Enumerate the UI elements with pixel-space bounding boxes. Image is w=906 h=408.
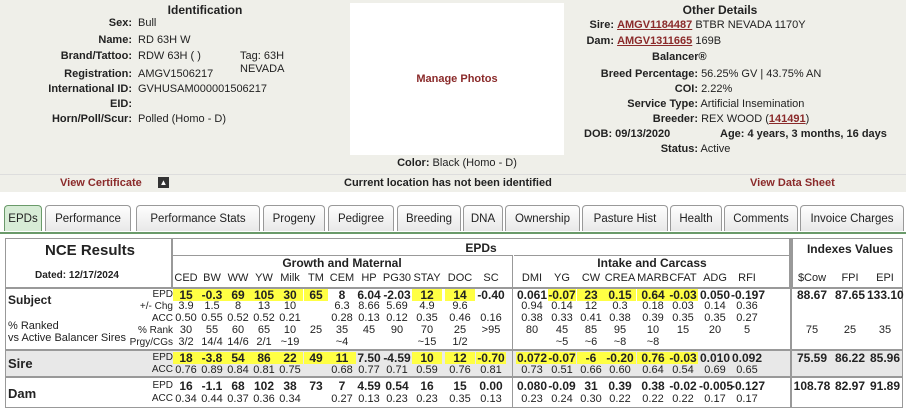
id-label: EID: [110,98,132,110]
subject-acc-cell: 0.50 [175,312,197,324]
id-label: Registration: [64,68,132,80]
subject-epd-cell: 88.67 [796,288,828,302]
subject-epd-cell: 14 [445,289,475,301]
service-type-label: Service Type: [627,98,698,110]
dam-label: Dam: [586,35,614,47]
action-bar [0,174,906,192]
sire-epd-cell: 0.072 [516,351,548,365]
tab-comments[interactable]: Comments [724,205,798,231]
id-value: RDW 63H ( ) [138,50,201,62]
col-header-hp[interactable]: HP [361,272,377,284]
subject-chg-cell: 4.9 [419,300,435,312]
indexes-header: Indexes Values [806,242,894,256]
col-header-stay[interactable]: STAY [413,272,441,284]
dam-acc-cell: 0.13 [358,393,380,405]
id-row [0,34,191,47]
dam-acc-cell: 0.17 [736,393,758,405]
subject-epd-cell: -0.07 [548,288,576,302]
dam-epd-cell: 82.97 [834,379,866,393]
sire-acc-cell: 0.75 [279,364,301,376]
sire-acc-cell: 0.51 [551,364,573,376]
coi-label: COI: [674,83,698,95]
subject-prgy-cell: ~15 [417,336,437,348]
subject-rank-cell: 35 [878,324,892,336]
id-row [0,98,138,111]
col-header-ced[interactable]: CED [174,272,198,284]
sire-epd-cell: 18 [173,352,199,364]
sire-acc-cell: 0.59 [416,364,438,376]
subject-prgy-cell: 1/2 [452,336,468,348]
sire-epd-cell: 0.092 [731,351,763,365]
subject-chg-cell: 1.5 [204,300,220,312]
dob: DOB: 09/13/2020 [584,128,671,140]
sire-acc-cell: 0.69 [704,364,726,376]
subject-epd-cell: 133.10 [867,288,904,302]
sire-name: BTBR NEVADA 1170Y [695,19,806,31]
tab-progeny[interactable]: Progeny [263,205,325,231]
dam-acc-cell: 0.22 [672,393,694,405]
sire-epd-cell: 10 [412,352,442,364]
growth-header: Growth and Maternal [282,256,402,270]
col-header-cem[interactable]: CEM [329,272,355,284]
sire-epd-cell: 49 [304,352,328,364]
epd-results-grid [5,238,905,408]
tab-performance-stats[interactable]: Performance Stats [136,205,260,231]
subject-rank-cell: 70 [420,324,434,336]
nce-title: NCE Results [45,242,136,259]
subject-epd-cell: 65 [304,289,328,301]
identification-title: Identification [167,3,243,17]
id-label: International ID: [48,83,132,95]
subject-prgy-cell: 14/4 [201,336,223,348]
color-row [350,157,564,169]
subject-acc-cell: 0.35 [704,312,726,324]
subject-epd-cell: 0.061 [516,288,548,302]
dam-epd-cell: 102 [253,379,275,393]
subject-rank-cell: 10 [646,324,660,336]
sire-acc-cell: 0.71 [386,364,408,376]
subject-epd-cell: 0.050 [699,288,731,302]
subject-chg-cell: 0.14 [551,300,573,312]
id-value: Bull [138,17,157,29]
subject-chg-cell: 0.03 [672,300,694,312]
dam-acc-cell: 0.36 [253,393,275,405]
dam-row [580,34,721,48]
col-header-pg30[interactable]: PG30 [382,272,412,284]
sire-epd-cell: 85.96 [869,351,901,365]
pct-ranked-sub-label: vs Active Balancer Sires [8,332,126,344]
dam-epd-cell: 0.39 [608,379,632,393]
sire-acc-cell: 0.84 [227,364,249,376]
id-value: GVHUSAM000001506217 [138,83,268,95]
col-header-cow[interactable]: $Cow [797,272,827,284]
subject-epd-cell: 87.65 [834,288,866,302]
breed-percentage-value: 56.25% GV | 43.75% AN [701,68,822,80]
subject-epd-cell: -0.197 [731,288,766,302]
tab-invoice-charges[interactable]: Invoice Charges [800,205,904,231]
intake-header: Intake and Carcass [597,256,707,270]
sire-epd-cell: 86 [251,352,277,364]
status-row [560,142,730,156]
subject-acc-cell: 0.35 [416,312,438,324]
section-divider [512,255,513,408]
sire-epd-cell: -0.07 [548,351,576,365]
subject-chg-cell: 0.94 [521,300,543,312]
sire-acc-cell: 0.76 [175,364,197,376]
breeder-row [560,112,809,126]
dam-acc-cell: 0.34 [175,393,197,405]
dam-link[interactable]: AMGV1311665 [617,35,693,47]
row-label: ACC [151,313,173,324]
row-label: +/- Chg [139,301,173,312]
subject-acc-cell: 0.27 [736,312,758,324]
sire-epd-cell: -0.03 [669,351,697,365]
col-header-yw[interactable]: YW [255,272,273,284]
service-type-value: Artificial Insemination [700,98,805,110]
tab-dna[interactable]: DNA [463,205,503,231]
subject-chg-cell: 8.66 [358,300,380,312]
subject-epd-cell: 0.64 [637,289,669,301]
subject-prgy-cell: ~6 [584,336,598,348]
id-label: Brand/Tattoo: [60,50,132,62]
subject-acc-cell: 0.12 [386,312,408,324]
dam-epd-cell: -0.127 [731,379,766,393]
dam-name: 169B [695,35,722,47]
sire-epd-cell: -6 [577,352,605,364]
sire-acc-cell: 0.81 [480,364,502,376]
subject-acc-cell: 0.28 [331,312,353,324]
subject-acc-cell: 0.52 [253,312,275,324]
sire-acc-cell: 0.60 [609,364,631,376]
subject-chg-cell: 6.3 [334,300,350,312]
sire-acc-cell: 0.81 [253,364,275,376]
sire-acc-cell: 0.64 [642,364,664,376]
subject-acc-cell: 0.39 [642,312,664,324]
tag-value: Tag: 63H NEVADA [240,50,285,75]
manage-photos-link[interactable]: Manage Photos [416,73,498,85]
sire-epd-cell: -3.8 [199,352,225,364]
view-data-sheet-link[interactable]: View Data Sheet [750,177,835,189]
dam-acc-cell: 0.34 [279,393,301,405]
view-certificate-link[interactable]: View Certificate [60,177,142,189]
photo-box[interactable] [350,3,564,155]
dam-epd-cell: 16 [420,379,434,393]
subject-epd-cell: -0.40 [477,288,505,302]
subject-epd-cell: -0.3 [199,289,225,301]
subject-acc-cell: 0.38 [609,312,631,324]
sire-acc-cell: 0.66 [580,364,602,376]
subject-acc-cell: 0.33 [551,312,573,324]
subject-prgy-cell: ~19 [280,336,300,348]
subject-prgy-cell: 3/2 [178,336,194,348]
pct-ranked-label: % Ranked [8,320,59,332]
dam-epd-cell: 91.89 [869,379,901,393]
breeder-value: REX WOOD ( [701,113,769,125]
dam-epd-cell: 4.59 [357,379,381,393]
subject-acc-cell: 0.38 [521,312,543,324]
tab-bar [0,205,906,233]
popup-icon[interactable]: ▲ [159,178,168,187]
sire-acc-cell: 0.68 [331,364,353,376]
subject-acc-cell: 0.55 [201,312,223,324]
tab-performance[interactable]: Performance [45,205,131,231]
subject-rank-cell: 90 [390,324,404,336]
col-header-sc[interactable]: SC [483,272,499,284]
dam-epd-cell: -0.005 [699,379,734,393]
col-header-cfat[interactable]: CFAT [669,272,697,284]
color-label: Color: [397,157,430,169]
tab-pasture-hist[interactable]: Pasture Hist [582,205,668,231]
subject-epd-cell: 8 [338,288,346,302]
subject-rank-cell: 15 [676,324,690,336]
subject-acc-cell: 0.13 [358,312,380,324]
dam-epd-cell: 7 [338,379,346,393]
subject-chg-cell: 10 [283,300,297,312]
subject-epd-cell: 15 [173,289,199,301]
sire-row [580,18,806,32]
col-header-cw[interactable]: CW [581,272,601,284]
id-label: Name: [98,34,132,46]
location-text: Current location has not been identified [344,177,552,189]
subject-rank-cell: 80 [525,324,539,336]
dam-epd-cell: 31 [584,379,598,393]
dam-acc-cell: 0.13 [480,393,502,405]
id-row [0,83,267,96]
status-label: Status: [660,143,698,155]
dam-epd-cell: 38 [283,379,297,393]
subject-chg-cell: 5.69 [386,300,408,312]
tab-breeding[interactable]: Breeding [397,205,461,231]
dam-acc-cell: 0.23 [386,393,408,405]
dated: Dated: 12/17/2024 [35,270,119,281]
col-header-dmi[interactable]: DMI [521,272,543,284]
sire-acc-cell: 0.77 [358,364,380,376]
dam-epd-cell: 0.00 [479,379,503,393]
subject-acc-cell: 0.21 [279,312,301,324]
subject-epd-cell: 69 [225,289,251,301]
breeder-close: ) [805,113,810,125]
dam-acc-cell: 0.22 [609,393,631,405]
dam-acc-cell: 0.17 [704,393,726,405]
sire-epd-cell: 7.50 [357,351,381,365]
row-label: ACC [151,364,173,375]
subject-rank-cell: 30 [179,324,193,336]
id-label: Horn/Poll/Scur: [51,113,132,125]
sire-epd-cell: -0.20 [604,352,636,364]
sire-acc-cell: 0.89 [201,364,223,376]
index-divider [790,238,792,408]
id-row [0,68,213,81]
dam-acc-cell: 0.23 [521,393,543,405]
tab-pedigree[interactable]: Pedigree [328,205,394,231]
subject-prgy-cell: 2/1 [256,336,272,348]
dam-acc-cell: 0.35 [449,393,471,405]
id-value: AMGV1506217 [138,68,214,80]
subject-epd-cell: -2.03 [383,288,411,302]
dam-epd-cell: 108.78 [793,379,831,393]
coi-value: 2.22% [701,83,733,95]
row-label: EPD [152,289,173,300]
sire-label: Sire: [589,19,614,31]
service-type-row [560,97,804,111]
subject-epd-cell: -0.03 [669,288,697,302]
subject-prgy-cell: ~8 [646,336,660,348]
col-header-crea[interactable]: CREA [604,272,636,284]
dam-epd-cell: 0.080 [516,379,548,393]
subject-acc-cell: 0.52 [227,312,249,324]
col-header-fpi[interactable]: FPI [841,272,859,284]
dam-epd-cell: 68 [231,379,245,393]
subject-prgy-cell: 14/6 [227,336,249,348]
subject-chg-cell: 0.18 [642,300,664,312]
subject-rank-cell: 25 [309,324,323,336]
subject-epd-cell: 12 [412,289,442,301]
breed-percentage-row [560,67,821,81]
dam-acc-cell: 0.22 [642,393,664,405]
subject-rank-cell: 55 [205,324,219,336]
dam-acc-cell: 0.44 [201,393,223,405]
dam-acc-cell: 0.37 [227,393,249,405]
sire-link[interactable]: AMGV1184487 [617,19,693,31]
col-header-milk[interactable]: Milk [280,272,300,284]
row-label: EPD [152,380,173,391]
subject-prgy-cell: ~4 [335,336,349,348]
col-header-bw[interactable]: BW [203,272,221,284]
subject-chg-cell: 13 [257,300,271,312]
sire-epd-cell: 86.22 [834,351,866,365]
breed-percentage-label: Breed Percentage: [600,68,698,80]
dam-epd-cell: 0.38 [641,379,665,393]
sire-acc-cell: 0.65 [736,364,758,376]
subject-chg-cell: 0.14 [704,300,726,312]
epds-header: EPDs [465,241,497,255]
col-header-ww[interactable]: WW [227,272,249,284]
col-header-adg[interactable]: ADG [703,272,727,284]
subject-rank-cell: 45 [555,324,569,336]
row-label: % Rank [137,325,173,336]
sire-acc-cell: 0.73 [521,364,543,376]
id-value: RD 63H W [138,34,191,46]
subject-epd-cell: 23 [577,289,605,301]
subject-rank-cell: 95 [613,324,627,336]
id-row [0,113,226,126]
tab-ownership[interactable]: Ownership [505,205,580,231]
subject-chg-cell: 8 [234,300,242,312]
id-label: Sex: [108,17,132,29]
tab-epds[interactable]: EPDs [4,205,42,231]
sire-epd-cell: 75.59 [796,351,828,365]
subject-epd-cell: 105 [251,289,277,301]
sire-epd-cell: -4.59 [383,351,411,365]
subject-epd-cell: 30 [277,289,303,301]
col-header-epi[interactable]: EPI [876,272,894,284]
subject-chg-cell: 9.6 [452,300,468,312]
sire-epd-cell: 0.76 [637,352,669,364]
sire-epd-cell: 54 [225,352,251,364]
sire-acc-cell: 0.54 [672,364,694,376]
subject-acc-cell: 0.35 [672,312,694,324]
subject-chg-cell: 0.3 [612,300,628,312]
subject-rank-cell: 85 [584,324,598,336]
breeder-link[interactable]: 141491 [768,113,806,125]
coi-row [560,82,732,96]
subject-acc-cell: 0.46 [449,312,471,324]
subject-label: Subject [8,293,52,307]
id-row [0,17,156,30]
subject-chg-cell: 12 [584,300,598,312]
dam-acc-cell: 0.23 [416,393,438,405]
age: Age: 4 years, 3 months, 16 days [720,128,887,140]
subject-chg-cell: 3.9 [178,300,194,312]
row-label: EPD [152,352,173,363]
col-header-tm[interactable]: TM [308,272,324,284]
dam-epd-cell: 16 [179,379,193,393]
row-label: ACC [151,393,173,404]
subject-rank-cell: 35 [335,324,349,336]
subject-rank-cell: >95 [481,324,501,336]
dam-epd-cell: 15 [453,379,467,393]
sire-epd-cell: 12 [445,352,475,364]
sire-epd-cell: 22 [277,352,303,364]
subject-rank-cell: 65 [257,324,271,336]
subject-acc-cell: 0.41 [580,312,602,324]
dam-epd-cell: -1.1 [201,379,223,393]
dam-acc-cell: 0.27 [331,393,353,405]
subject-epd-cell: 6.04 [357,288,381,302]
col-header-doc[interactable]: DOC [447,272,473,284]
col-header-rfi[interactable]: RFI [738,272,756,284]
subject-rank-cell: 75 [805,324,819,336]
other-details-title: Other Details [682,3,758,17]
subject-rank-cell: 20 [708,324,722,336]
color-value: Black (Homo - D) [432,157,517,169]
subject-rank-cell: 10 [283,324,297,336]
subject-rank-cell: 60 [231,324,245,336]
breeder-label: Breeder: [652,113,698,125]
dam-acc-cell: 0.30 [580,393,602,405]
subject-acc-cell: 0.16 [480,312,502,324]
sire-epd-cell: 11 [328,352,356,364]
status-value: Active [700,143,731,155]
sire-epd-cell: -0.70 [477,351,505,365]
id-value: Polled (Homo - D) [138,113,227,125]
subject-chg-cell: 0.36 [736,300,758,312]
sire-acc-cell: 0.76 [449,364,471,376]
subject-prgy-cell: ~8 [613,336,627,348]
subject-rank-cell: 45 [362,324,376,336]
sire-row-label: Sire [8,356,33,371]
dam-epd-cell: -0.09 [548,379,576,393]
subject-epd-cell: 0.15 [604,289,636,301]
dam-acc-cell: 0.24 [551,393,573,405]
tab-underline [0,232,906,234]
dam-epd-cell: 0.54 [385,379,409,393]
breed-name: Balancer® [652,51,707,63]
dam-epd-cell: -0.02 [669,379,697,393]
dam-row-label: Dam [8,386,37,401]
dam-epd-cell: 73 [309,379,323,393]
col-header-marb[interactable]: MARB [637,272,669,284]
sire-epd-cell: 0.010 [699,351,731,365]
subject-prgy-cell: ~5 [555,336,569,348]
row-label: Prgy/CGs [129,337,173,348]
subject-rank-cell: 25 [453,324,467,336]
col-header-yg[interactable]: YG [554,272,570,284]
subject-rank-cell: 5 [743,324,751,336]
tab-health[interactable]: Health [670,205,722,231]
subject-rank-cell: 25 [843,324,857,336]
